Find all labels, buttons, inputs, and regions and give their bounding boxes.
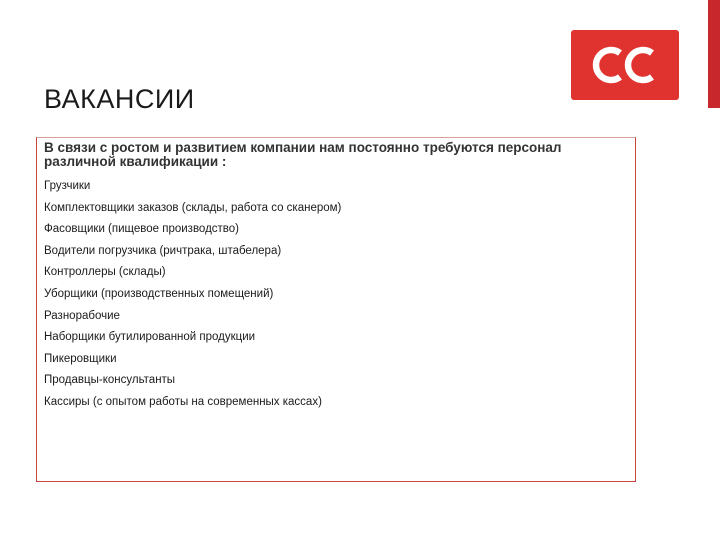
- vacancy-item: Наборщики бутилированной продукции: [44, 331, 256, 344]
- vacancy-item: Грузчики: [44, 180, 91, 192]
- vacancy-list: [44, 176, 341, 414]
- accent-bar: [708, 0, 720, 108]
- intro-text: В связи с ростом и развитием компании нам постоянно требуются персонал различной квалификации :: [44, 140, 562, 169]
- vacancy-item: Пикеровщики: [44, 352, 117, 365]
- company-logo: [571, 30, 679, 100]
- page-title: ВАКАНСИИ: [44, 84, 195, 114]
- company-logo-icon: [571, 30, 679, 100]
- vacancy-item: Комплектовщики заказов (склады, работа со сканером): [44, 201, 342, 214]
- vacancy-item: Уборщики (производственных помещений): [44, 287, 274, 300]
- vacancy-item: Контроллеры (склады): [44, 266, 166, 279]
- vacancy-item: Водители погрузчика (ричтрака, штабелера): [44, 244, 282, 257]
- vacancies-box: [36, 137, 636, 482]
- vacancy-item: Фасовщики (пищевое производство): [44, 223, 240, 236]
- vacancy-item: Продавцы-консультанты: [44, 374, 176, 387]
- vacancy-item: Кассиры (с опытом работы на современных кассах): [44, 395, 322, 408]
- vacancy-item: Разнорабочие: [44, 309, 120, 322]
